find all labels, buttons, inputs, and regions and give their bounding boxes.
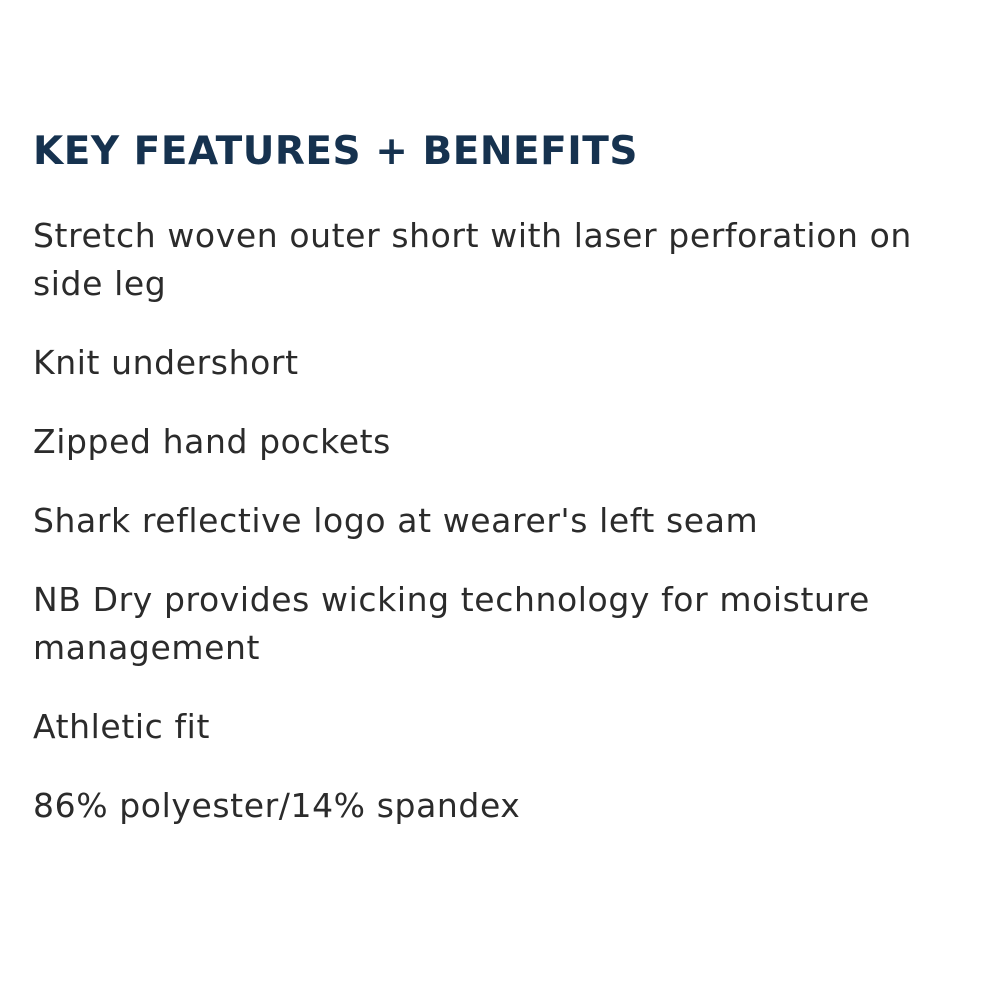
feature-item: NB Dry provides wicking technology for moisture management — [33, 580, 870, 667]
key-features-section — [33, 128, 973, 861]
feature-list — [33, 212, 973, 830]
feature-item: Knit undershort — [33, 343, 299, 382]
feature-item: 86% polyester/14% spandex — [33, 786, 521, 825]
feature-item: Zipped hand pockets — [33, 422, 391, 461]
feature-item: Stretch woven outer short with laser perforation on side leg — [33, 216, 912, 303]
feature-item: Athletic fit — [33, 707, 210, 746]
feature-item: Shark reflective logo at wearer's left seam — [33, 501, 759, 540]
section-heading: KEY FEATURES + BENEFITS — [33, 129, 638, 174]
